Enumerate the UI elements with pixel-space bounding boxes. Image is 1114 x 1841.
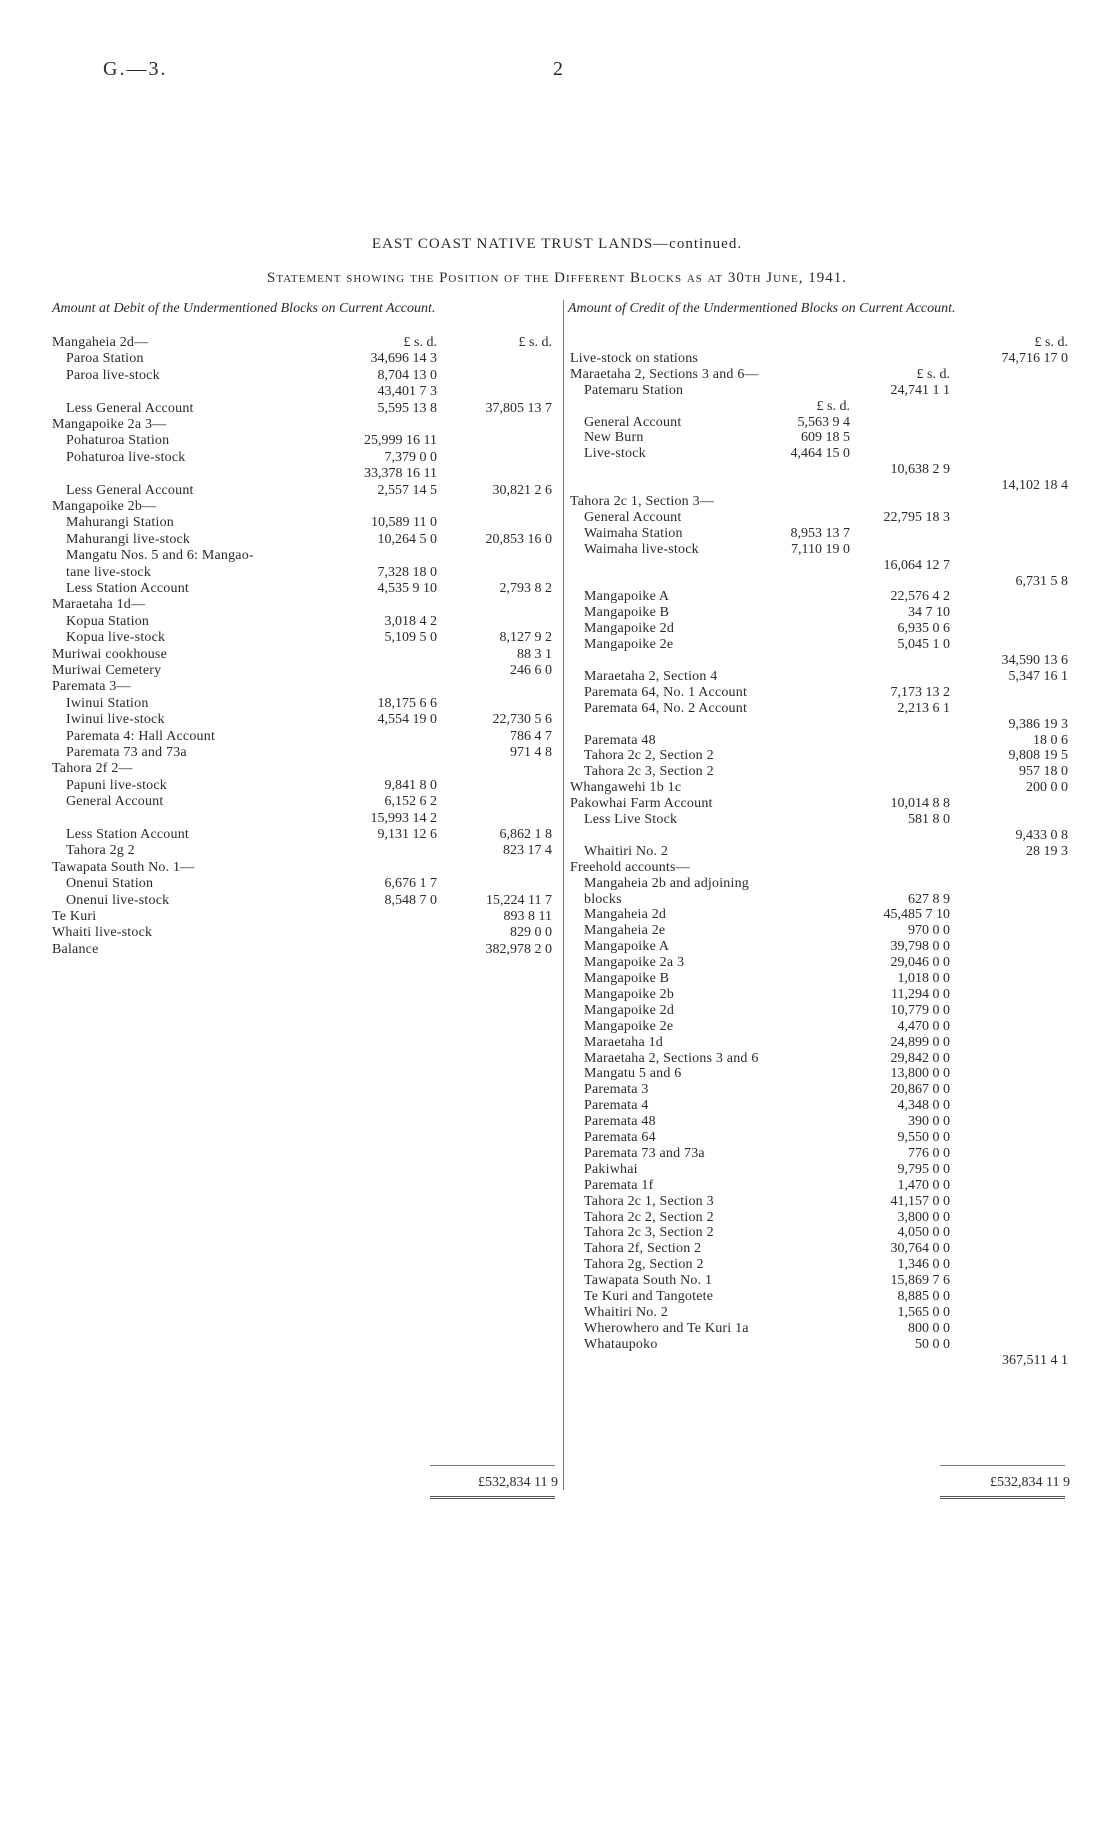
right-amount-a: 609 18 5 bbox=[801, 430, 850, 446]
right-row-label: Mangapoike A bbox=[584, 939, 670, 955]
left-row-label: Iwinui Station bbox=[66, 695, 149, 711]
right-amount-b: 16,064 12 7 bbox=[883, 557, 950, 573]
left-total-rule-bottom bbox=[430, 1496, 555, 1499]
right-row-label: Whaitiri No. 2 bbox=[584, 843, 669, 859]
left-row-label: Less Station Account bbox=[66, 581, 189, 596]
right-row-label: General Account bbox=[584, 509, 682, 525]
right-row-label: Tahora 2c 3, Section 2 bbox=[584, 764, 714, 780]
left-total: £532,834 11 9 bbox=[478, 1475, 558, 1490]
right-amount-b: 13,800 0 0 bbox=[890, 1066, 950, 1082]
right-amount-c: 14,102 18 4 bbox=[1001, 478, 1068, 494]
right-amount-b: 9,550 0 0 bbox=[897, 1130, 950, 1145]
right-amount-a: 4,464 15 0 bbox=[790, 446, 850, 462]
left-row-label: Balance bbox=[52, 941, 99, 957]
left-amount-a: 3,018 4 2 bbox=[384, 613, 437, 629]
right-amount-b: 30,764 0 0 bbox=[890, 1241, 950, 1257]
document-title: EAST COAST NATIVE TRUST LANDS—continued. bbox=[371, 236, 743, 252]
right-amount-b: 4,348 0 0 bbox=[897, 1098, 950, 1114]
left-amount-a: 8,704 13 0 bbox=[377, 367, 437, 383]
right-row-label: Mangapoike 2a 3 bbox=[584, 955, 685, 971]
right-amount-b: £ s. d. bbox=[916, 366, 950, 382]
right-amount-a: 7,110 19 0 bbox=[791, 541, 850, 557]
right-amount-c: 6,731 5 8 bbox=[1015, 573, 1068, 589]
right-amount-b: 50 0 0 bbox=[915, 1336, 950, 1352]
right-amount-b: 10,779 0 0 bbox=[890, 1002, 950, 1018]
left-column-header: Amount at Debit of the Undermentioned Blocks on Current Account. bbox=[52, 301, 436, 316]
left-row-label: Kopua Station bbox=[66, 613, 150, 629]
right-row-label: Waimaha live-stock bbox=[584, 541, 699, 557]
right-amount-b: 4,050 0 0 bbox=[897, 1225, 950, 1241]
right-amount-c: 9,386 19 3 bbox=[1008, 716, 1068, 732]
right-amount-c: £ s. d. bbox=[1034, 335, 1068, 350]
right-amount-c: 5,347 16 1 bbox=[1008, 668, 1068, 684]
right-amount-b: 7,173 13 2 bbox=[890, 684, 950, 700]
left-amount-b: 8,127 9 2 bbox=[499, 630, 552, 646]
right-row-label: Tahora 2f, Section 2 bbox=[584, 1241, 702, 1257]
left-row-label: Papuni live-stock bbox=[66, 777, 167, 793]
right-row-label: Tawapata South No. 1 bbox=[584, 1273, 713, 1289]
right-row-label: Whaitiri No. 2 bbox=[584, 1304, 669, 1320]
left-row-label: Paremata 4: Hall Account bbox=[66, 728, 216, 744]
document-subtitle: Statement showing the Position of the Different Blocks as at 30th June, 1941. bbox=[267, 270, 847, 286]
left-row-label: Mangatu Nos. 5 and 6: Mangao- bbox=[66, 548, 254, 564]
right-row-label: Mangaheia 2b and adjoining bbox=[584, 875, 749, 891]
right-row-label: Mangapoike 2d bbox=[584, 621, 675, 637]
left-row-label: Tahora 2g 2 bbox=[66, 843, 135, 859]
left-amount-b: 382,978 2 0 bbox=[485, 941, 552, 957]
right-amount-b: 39,798 0 0 bbox=[890, 939, 950, 955]
right-amount-a: 8,953 13 7 bbox=[790, 525, 850, 541]
left-amount-b: 971 4 8 bbox=[510, 745, 552, 760]
left-row-label: Te Kuri bbox=[52, 909, 97, 924]
left-row-label: Muriwai cookhouse bbox=[52, 646, 167, 662]
right-row-label: Live-stock bbox=[584, 446, 646, 462]
left-row-label: Paroa live-stock bbox=[66, 367, 160, 383]
left-row-label: Mahurangi Station bbox=[66, 515, 174, 531]
right-row-label: Maraetaha 2, Section 4 bbox=[584, 668, 718, 684]
left-row-label: Mangapoike 2b— bbox=[52, 499, 157, 514]
right-amount-c: 34,590 13 6 bbox=[1001, 653, 1068, 668]
right-amount-b: 390 0 0 bbox=[908, 1114, 950, 1130]
left-row-label: Tawapata South No. 1— bbox=[52, 859, 195, 875]
left-amount-b: 893 8 11 bbox=[503, 909, 552, 924]
left-row-label: Maraetaha 1d— bbox=[52, 597, 146, 613]
right-amount-a: £ s. d. bbox=[816, 398, 850, 414]
right-amount-b: 15,869 7 6 bbox=[890, 1273, 950, 1289]
right-row-label: Te Kuri and Tangotete bbox=[584, 1289, 714, 1304]
right-amount-a: 5,563 9 4 bbox=[797, 414, 850, 430]
right-row-label: Mangaheia 2e bbox=[584, 923, 666, 939]
right-amount-b: 8,885 0 0 bbox=[897, 1289, 950, 1304]
left-amount-a: 10,264 5 0 bbox=[377, 531, 437, 547]
left-row-label: Onenui Station bbox=[66, 876, 154, 892]
right-amount-b: 24,899 0 0 bbox=[890, 1034, 950, 1050]
left-total-rule-top bbox=[430, 1465, 555, 1466]
left-amount-a: 18,175 6 6 bbox=[377, 695, 437, 711]
right-row-label: Mangapoike 2e bbox=[584, 637, 674, 653]
right-amount-b: 10,638 2 9 bbox=[890, 462, 950, 478]
left-row-label: Paremata 3— bbox=[52, 679, 131, 695]
left-row-label: Paremata 73 and 73a bbox=[66, 745, 187, 760]
left-row-label: Pohaturoa live-stock bbox=[66, 449, 186, 465]
right-row-label: Paremata 1f bbox=[584, 1177, 654, 1193]
right-row-label: Less Live Stock bbox=[584, 812, 678, 827]
right-row-label: Whangawehi 1b 1c bbox=[570, 780, 682, 796]
right-amount-c: 28 19 3 bbox=[1026, 843, 1068, 859]
right-row-label: Live-stock on stations bbox=[570, 350, 699, 366]
right-row-label: Mangapoike 2b bbox=[584, 986, 675, 1002]
right-row-label: Paremata 64 bbox=[584, 1130, 656, 1145]
left-amount-a: 34,696 14 3 bbox=[370, 351, 437, 367]
left-row-label: Less General Account bbox=[66, 482, 194, 498]
right-amount-b: 10,014 8 8 bbox=[890, 796, 950, 812]
right-row-label: Mangaheia 2d bbox=[584, 907, 667, 923]
right-amount-b: 1,470 0 0 bbox=[897, 1177, 950, 1193]
left-amount-b: £ s. d. bbox=[518, 335, 552, 350]
right-row-label: Mangapoike B bbox=[584, 605, 670, 621]
left-amount-b: 22,730 5 6 bbox=[492, 712, 552, 728]
right-amount-b: 45,485 7 10 bbox=[883, 907, 950, 923]
right-total-rule-top bbox=[940, 1465, 1065, 1466]
left-row-label: Whaiti live-stock bbox=[52, 925, 153, 941]
left-amount-a: 15,993 14 2 bbox=[370, 810, 437, 826]
right-row-label: Tahora 2c 1, Section 3— bbox=[570, 494, 714, 509]
right-amount-c: 9,433 0 8 bbox=[1015, 827, 1068, 843]
left-amount-a: 7,379 0 0 bbox=[384, 449, 437, 465]
left-row-label: General Account bbox=[66, 794, 164, 810]
left-row-label: Tahora 2f 2— bbox=[52, 761, 133, 777]
page-number: 2 bbox=[553, 58, 563, 80]
right-row-label: Tahora 2c 2, Section 2 bbox=[584, 1209, 714, 1225]
right-row-label: Whataupoko bbox=[584, 1336, 658, 1352]
left-amount-a: £ s. d. bbox=[403, 335, 437, 350]
right-amount-b: 970 0 0 bbox=[908, 923, 950, 939]
left-amount-b: 15,224 11 7 bbox=[486, 892, 552, 908]
right-amount-b: 6,935 0 6 bbox=[897, 621, 950, 637]
right-amount-c: 957 18 0 bbox=[1019, 764, 1068, 780]
left-amount-b: 246 6 0 bbox=[510, 663, 552, 678]
left-amount-b: 6,862 1 8 bbox=[499, 827, 552, 842]
right-row-label: Maraetaha 2, Sections 3 and 6 bbox=[584, 1050, 759, 1066]
left-row-label: Iwinui live-stock bbox=[66, 712, 165, 728]
right-row-label: Wherowhero and Te Kuri 1a bbox=[584, 1320, 749, 1336]
right-amount-b: 776 0 0 bbox=[908, 1145, 950, 1161]
left-amount-b: 2,793 8 2 bbox=[499, 581, 552, 596]
right-amount-c: 9,808 19 5 bbox=[1008, 748, 1068, 764]
right-row-label: Mangatu 5 and 6 bbox=[584, 1066, 682, 1082]
left-amount-a: 43,401 7 3 bbox=[377, 384, 437, 400]
right-amount-c: 367,511 4 1 bbox=[1002, 1352, 1068, 1368]
right-amount-b: 29,046 0 0 bbox=[890, 955, 950, 971]
right-amount-c: 18 0 6 bbox=[1033, 732, 1068, 748]
left-amount-a: 4,535 9 10 bbox=[377, 581, 437, 596]
left-amount-a: 10,589 11 0 bbox=[371, 515, 437, 531]
left-amount-b: 829 0 0 bbox=[510, 925, 552, 941]
right-amount-b: 41,157 0 0 bbox=[890, 1193, 950, 1209]
left-amount-a: 6,676 1 7 bbox=[384, 876, 437, 892]
right-amount-c: 200 0 0 bbox=[1026, 780, 1068, 796]
right-row-label: Patemaru Station bbox=[584, 382, 684, 398]
right-row-label: Paremata 3 bbox=[584, 1082, 649, 1098]
right-row-label: Mangapoike A bbox=[584, 589, 670, 605]
page-code: G.—3. bbox=[103, 58, 168, 80]
right-amount-b: 9,795 0 0 bbox=[897, 1161, 950, 1177]
right-row-label: Maraetaha 1d bbox=[584, 1034, 663, 1050]
left-row-label: Mangapoike 2a 3— bbox=[52, 417, 167, 432]
left-row-label: Mahurangi live-stock bbox=[66, 531, 191, 547]
left-row-label: tane live-stock bbox=[66, 564, 152, 580]
right-amount-b: 800 0 0 bbox=[908, 1320, 950, 1336]
left-amount-b: 20,853 16 0 bbox=[485, 531, 552, 547]
left-amount-a: 8,548 7 0 bbox=[384, 892, 437, 908]
right-row-label: New Burn bbox=[584, 430, 644, 446]
right-amount-b: 34 7 10 bbox=[908, 605, 950, 621]
right-amount-b: 22,795 18 3 bbox=[883, 509, 950, 525]
left-row-label: Pohaturoa Station bbox=[66, 433, 170, 449]
right-row-label: Tahora 2c 3, Section 2 bbox=[584, 1225, 714, 1241]
right-row-label: Tahora 2g, Section 2 bbox=[584, 1257, 704, 1273]
right-amount-b: 3,800 0 0 bbox=[897, 1209, 950, 1225]
right-row-label: General Account bbox=[584, 414, 682, 430]
right-amount-b: 1,346 0 0 bbox=[897, 1257, 950, 1273]
right-row-label: Tahora 2c 2, Section 2 bbox=[584, 748, 714, 764]
right-row-label: Freehold accounts— bbox=[570, 859, 690, 875]
left-amount-b: 30,821 2 6 bbox=[492, 482, 552, 498]
right-amount-b: 1,018 0 0 bbox=[897, 971, 950, 986]
right-row-label: blocks bbox=[584, 891, 622, 907]
right-row-label: Paremata 73 and 73a bbox=[584, 1145, 705, 1161]
right-amount-b: 24,741 1 1 bbox=[890, 382, 950, 398]
left-amount-a: 7,328 18 0 bbox=[377, 564, 437, 580]
right-row-label: Mangapoike B bbox=[584, 971, 670, 986]
right-row-label: Maraetaha 2, Sections 3 and 6— bbox=[570, 366, 759, 382]
right-amount-b: 581 8 0 bbox=[908, 812, 950, 827]
right-row-label: Pakowhai Farm Account bbox=[570, 796, 713, 812]
left-row-label: Onenui live-stock bbox=[66, 892, 170, 908]
right-row-label: Paremata 48 bbox=[584, 732, 656, 748]
right-row-label: Paremata 64, No. 1 Account bbox=[584, 684, 748, 700]
left-amount-a: 25,999 16 11 bbox=[364, 433, 437, 449]
right-amount-b: 5,045 1 0 bbox=[897, 637, 950, 653]
right-row-label: Pakiwhai bbox=[584, 1161, 638, 1177]
left-amount-b: 88 3 1 bbox=[517, 646, 552, 662]
right-row-label: Mangapoike 2e bbox=[584, 1018, 674, 1034]
left-amount-a: 2,557 14 5 bbox=[377, 482, 437, 498]
right-amount-b: 22,576 4 2 bbox=[890, 589, 950, 605]
left-amount-a: 5,109 5 0 bbox=[384, 630, 437, 646]
right-amount-b: 20,867 0 0 bbox=[890, 1082, 950, 1098]
right-total: £532,834 11 9 bbox=[990, 1475, 1070, 1490]
right-amount-c: 74,716 17 0 bbox=[1001, 350, 1068, 366]
left-row-label: Muriwai Cemetery bbox=[52, 663, 162, 678]
right-row-label: Paremata 64, No. 2 Account bbox=[584, 700, 748, 716]
right-row-label: Waimaha Station bbox=[584, 525, 683, 541]
column-divider bbox=[563, 300, 564, 1490]
left-amount-a: 4,554 19 0 bbox=[377, 712, 437, 728]
left-row-label: Less General Account bbox=[66, 400, 194, 416]
right-amount-b: 4,470 0 0 bbox=[897, 1018, 950, 1034]
left-amount-b: 37,805 13 7 bbox=[485, 400, 552, 416]
right-amount-b: 11,294 0 0 bbox=[891, 986, 950, 1002]
left-row-label: Less Station Account bbox=[66, 827, 189, 842]
right-column-header: Amount of Credit of the Undermentioned Blocks on Current Account. bbox=[568, 301, 956, 316]
right-total-rule-bottom bbox=[940, 1496, 1065, 1499]
right-amount-b: 1,565 0 0 bbox=[897, 1304, 950, 1320]
right-amount-b: 2,213 6 1 bbox=[897, 700, 950, 716]
right-row-label: Paremata 4 bbox=[584, 1098, 649, 1114]
left-amount-b: 786 4 7 bbox=[510, 728, 552, 744]
left-amount-a: 6,152 6 2 bbox=[384, 794, 437, 810]
right-amount-b: 627 8 9 bbox=[908, 891, 950, 907]
left-amount-b: 823 17 4 bbox=[503, 843, 552, 859]
right-row-label: Mangapoike 2d bbox=[584, 1002, 675, 1018]
left-amount-a: 9,131 12 6 bbox=[377, 827, 437, 842]
left-amount-a: 9,841 8 0 bbox=[384, 777, 437, 793]
left-amount-a: 5,595 13 8 bbox=[377, 400, 437, 416]
left-row-label: Paroa Station bbox=[66, 351, 144, 367]
right-row-label: Paremata 48 bbox=[584, 1114, 656, 1130]
left-row-label: Kopua live-stock bbox=[66, 630, 166, 646]
right-row-label: Tahora 2c 1, Section 3 bbox=[584, 1193, 714, 1209]
right-amount-b: 29,842 0 0 bbox=[890, 1050, 950, 1066]
left-amount-a: 33,378 16 11 bbox=[364, 466, 437, 482]
left-row-label: Mangaheia 2d— bbox=[52, 335, 149, 350]
